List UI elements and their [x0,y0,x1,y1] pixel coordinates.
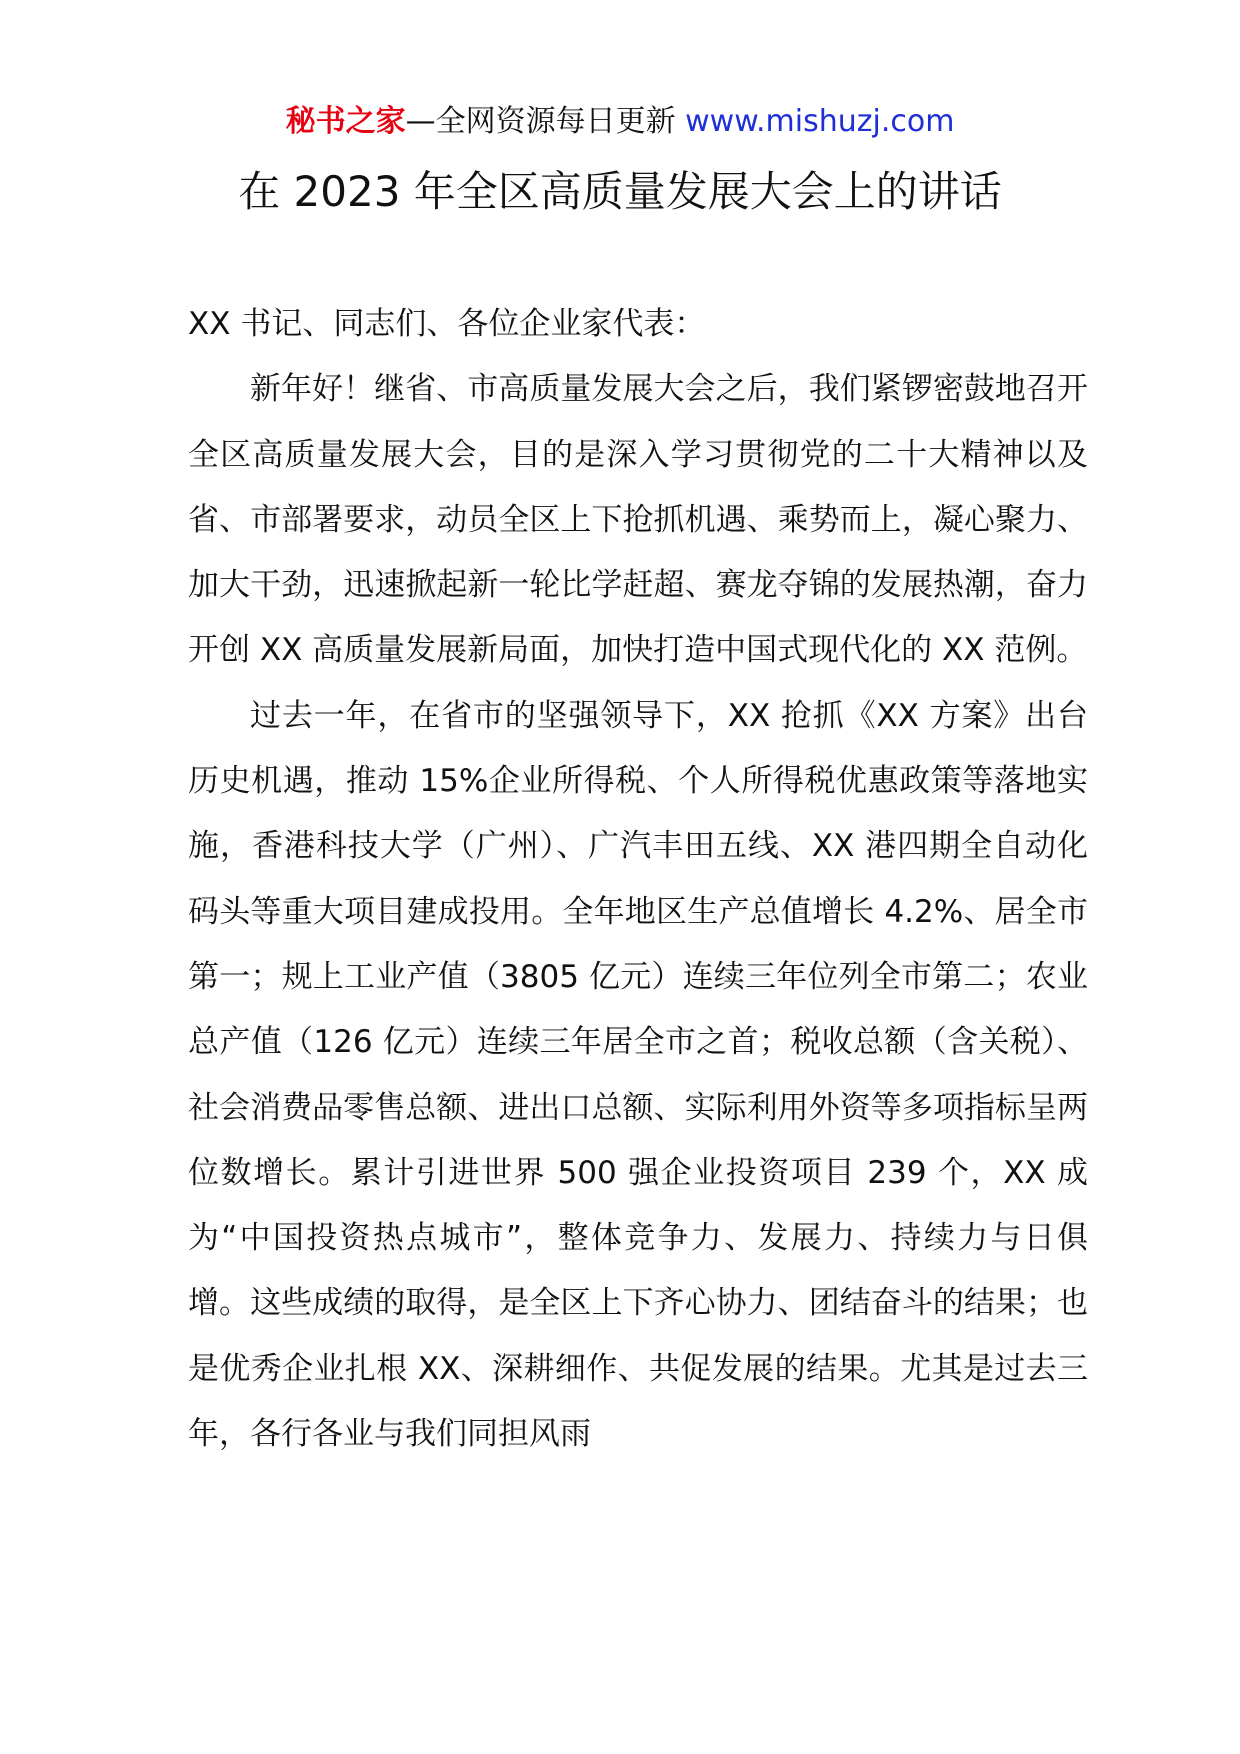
document-body [188,292,1088,1467]
paragraph: 过去一年，在省市的坚强领导下，XX 抢抓《XX 方案》出台历史机遇，推动 15%企业所得税、个人所得税优惠政策等落地实施，香港科技大学（广州）、广汽丰田五线、XX 港四期全自动化码头等重大项目建成投用。全年地区生产总值增长 4.2%、居全市第一；规上工业产值（3805 亿元）连续三年位列全市第二；农业总产值（126 亿元）连续三年居全市之首；税收总额（含关税）、社会消费品零售总额、进出口总额、实际利用外资等多项指标呈两位数增长。累计引进世界 500 强企业投资项目 239 个，XX 成为“中国投资热点城市”，整体竞争力、发展力、持续力与日俱增。这些成绩的取得，是全区上下齐心协力、团结奋斗的结果；也是优秀企业扎根 XX、深耕细作、共促发展的结果。尤其是过去三年，各行各业与我们同担风雨 [188,697,1088,1453]
site-header [0,100,1240,144]
document-title: 在 2023 年全区高质量发展大会上的讲话 [238,167,1002,216]
site-url-link[interactable]: www.mishuzj.com [685,104,955,139]
salutation: XX 书记、同志们、各位企业家代表： [188,306,706,342]
paragraph: 新年好！继省、市高质量发展大会之后，我们紧锣密鼓地召开全区高质量发展大会，目的是深入学习贯彻党的二十大精神以及省、市部署要求，动员全区上下抢抓机遇、乘势而上，凝心聚力、加大干劲，迅速掀起新一轮比学赶超、赛龙夺锦的发展热潮，奋力开创 XX 高质量发展新局面，加快打造中国式现代化的 XX 范例。 [188,371,1088,669]
brand-name: 秘书之家 [285,104,406,139]
header-slogan: —全网资源每日更新 [405,104,686,139]
